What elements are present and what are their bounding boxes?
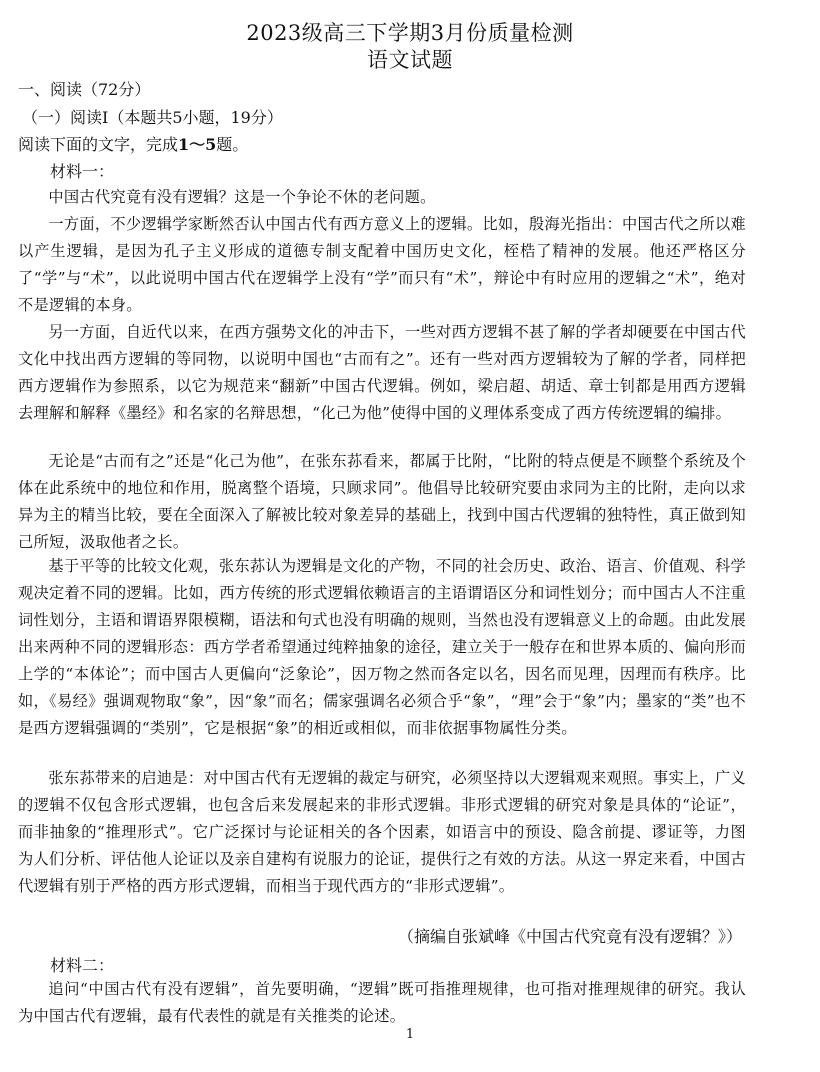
instruction-line: [18, 135, 248, 155]
material-one-paragraph-5: 基于平等的比较文化观，张东荪认为逻辑是文化的产物，不同的社会历史、政治、语言、价值观、科学观决定着不同的逻辑。比如，西方传统的形式逻辑依赖语言的主语谓语区分和词性划分；而中国古人不注重词性划分，主语和谓语界限模糊，语法和句式也没有明确的规则，当然也没有逻辑意义上的命题。由此发展出来两种不同的逻辑形态：西方学者希望通过纯粹抽象的途径，建立关于一般存在和世界本质的、偏向形而上学的“本体论”；而中国古人更偏向“泛象论”，因万物之然而各定以名，因名而见理，因理而有秩序。比如，《易经》强调观物取“象”，因“象”而名；儒家强调名必须合乎“象”，“理”会于“象”内；墨家的“类”也不是西方逻辑强调的“类别”，它是根据“象”的相近或相似，而非依据事物属性分类。: [18, 557, 746, 737]
instruction-suffix: 题。: [216, 135, 249, 154]
material-two-paragraph-1: 追问“中国古代有没有逻辑”，首先要明确，“逻辑”既可指推理规律，也可指对推理规律的研究。我认为中国古代有逻辑，最有代表性的就是有关推类的论述。: [18, 980, 746, 1025]
instruction-prefix: 阅读下面的文字，完成: [18, 135, 179, 154]
exam-title: 2023级高三下学期3月份质量检测: [246, 21, 574, 45]
material-one-label: 材料一：: [50, 162, 115, 181]
material-one-paragraph-6: 张东荪带来的启迪是：对中国古代有无逻辑的裁定与研究，必须坚持以大逻辑观来观照。事实上，广义的逻辑不仅包含形式逻辑，也包含后来发展起来的非形式逻辑。非形式逻辑的研究对象是具体的“论证”，而非抽象的“推理形式”。它广泛探讨与论证相关的各个因素，如语言中的预设、隐含前提、谬证等，力图为人们分析、评估他人论证以及亲自建构有说服力的论证，提供行之有效的方法。从这一界定来看，中国古代逻辑有别于严格的西方形式逻辑，而相当于现代西方的“非形式逻辑”。: [18, 769, 746, 895]
material-two-label: 材料二：: [50, 956, 115, 975]
material-one-source: （摘编自张斌峰《中国古代究竟有没有逻辑？》）: [397, 927, 742, 946]
page-number: 1: [405, 1027, 415, 1042]
instruction-range: 1～5: [178, 135, 217, 154]
material-one-paragraph-3: 另一方面，自近代以来，在西方强势文化的冲击下，一些对西方逻辑不甚了解的学者却硬要在中国古代文化中找出西方逻辑的等同物，以说明中国也“古而有之”。还有一些对西方逻辑较为了解的学者，同样把西方逻辑作为参照系，以它为规范来“翻新”中国古代逻辑。例如，梁启超、胡适、章士钊都是用西方逻辑去理解和解释《墨经》和名家的名辩思想，“化己为他”使得中国的义理体系变成了西方传统逻辑的编排。: [18, 323, 746, 422]
exam-subtitle: 语文试题: [367, 48, 453, 72]
section-subpart-heading: （一）阅读Ⅰ（本题共5小题，19分）: [22, 108, 283, 127]
material-one-paragraph-2: 一方面，不少逻辑学家断然否认中国古代有西方意义上的逻辑。比如，殷海光指出：中国古代之所以难以产生逻辑，是因为孔子主义形成的道德专制支配着中国历史文化，桎梏了精神的发展。他还严格区分了“学”与“术”，以此说明中国古代在逻辑学上没有“学”而只有“术”，辩论中有时应用的逻辑之“术”，绝对不是逻辑的本身。: [18, 215, 746, 314]
material-one-paragraph-4: 无论是“古而有之”还是“化己为他”，在张东荪看来，都属于比附，“比附的特点便是不顾整个系统及个体在此系统中的地位和作用，脱离整个语境，只顾求同”。他倡导比较研究要由求同为主的比附，走向以求异为主的精当比较，要在全面深入了解被比较对象差异的基础上，找到中国古代逻辑的独特性，真正做到知己所短，汲取他者之长。: [18, 452, 746, 551]
material-one-paragraph-1: 中国古代究竟有没有逻辑？这是一个争论不休的老问题。: [48, 188, 436, 206]
section-part-heading: 一、阅读（72分）: [18, 80, 151, 99]
